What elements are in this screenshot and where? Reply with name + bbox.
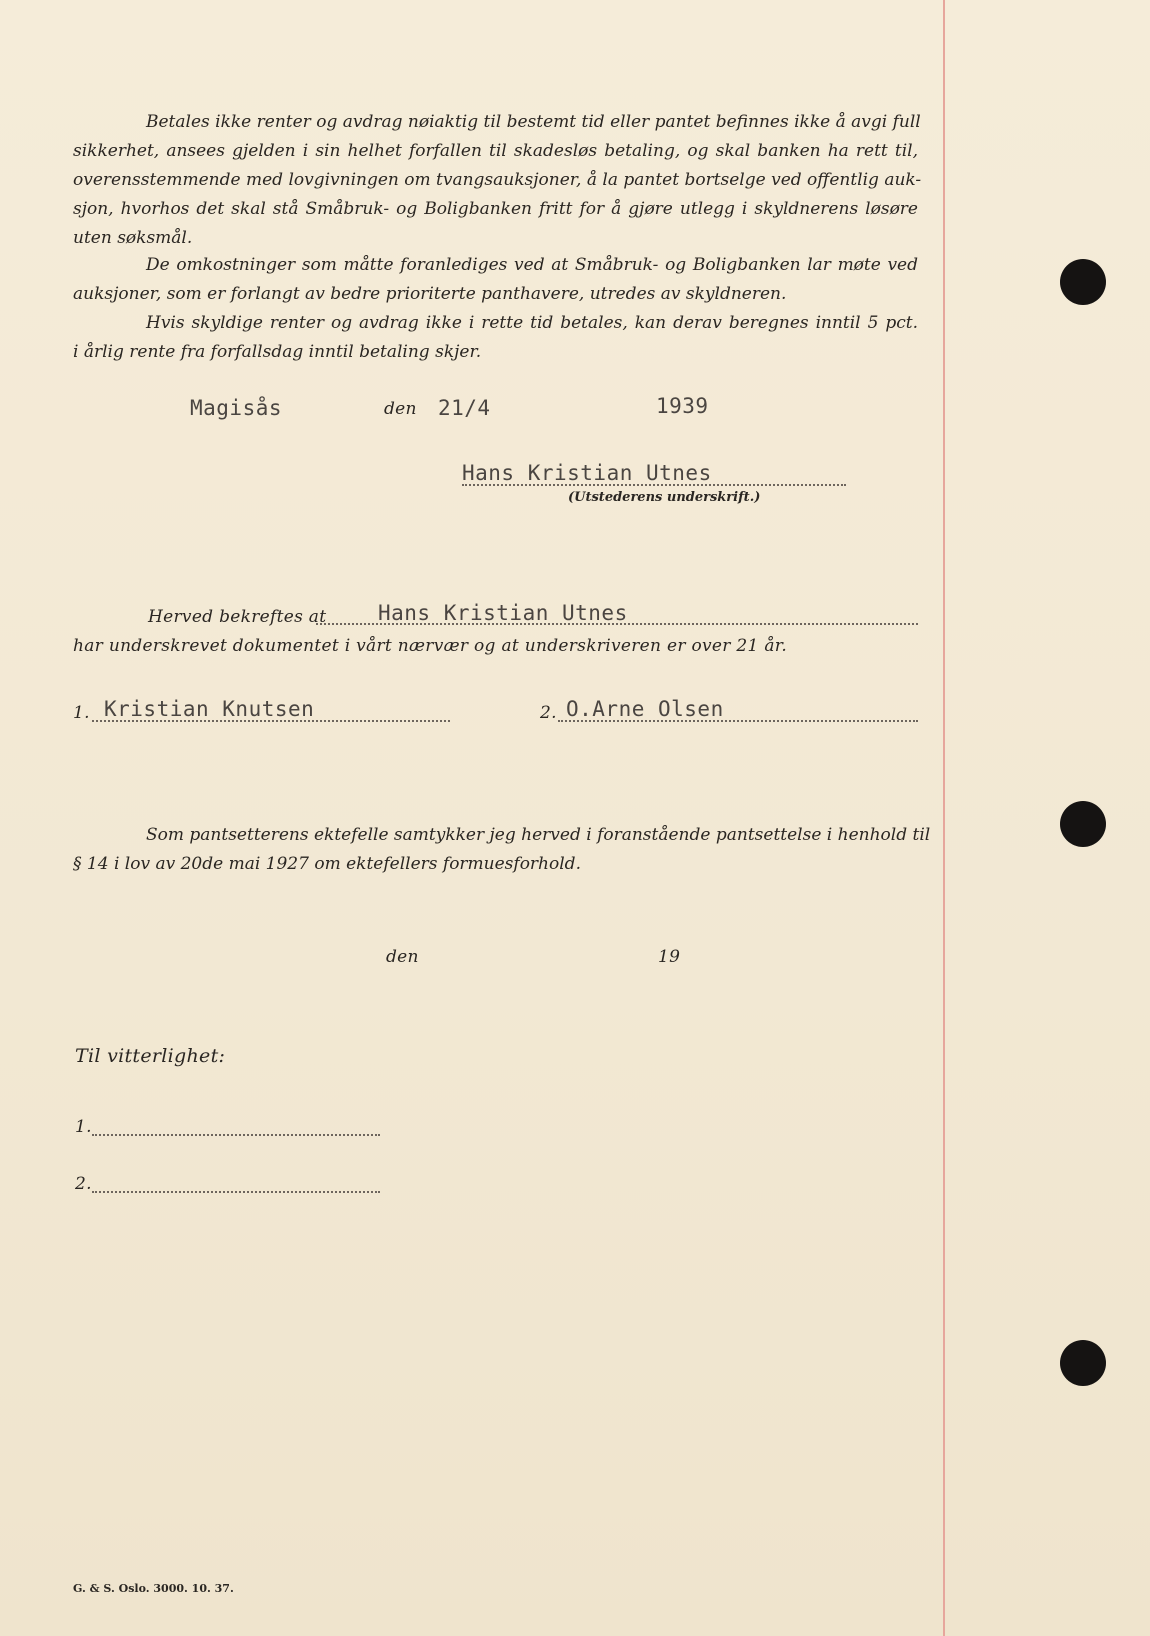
witness-2-name: O.Arne Olsen: [566, 697, 724, 721]
den-label: den: [384, 399, 417, 419]
text-line: Som pantsetterens ektefelle samtykker jeg herved i foranstående pantsettelse i henhold til: [146, 825, 931, 845]
attestation-line-2-number: 2.: [75, 1174, 92, 1194]
text-line: Betales ikke renter og avdrag nøiaktig til bestemt tid eller pantet befinnes ikke å avgi full: [146, 112, 921, 132]
text-line: De omkostninger som måtte foranlediges ved at Småbruk- og Boligbanken lar møte ved: [146, 255, 918, 275]
text-line: i årlig rente fra forfallsdag inntil betaling skjer.: [73, 342, 482, 362]
paragraph-default-terms: [73, 108, 922, 253]
text-line: sikkerhet, ansees gjelden i sin helhet forfallen til skadesløs betaling, og skal banken ha rett til,: [73, 141, 918, 161]
text-line: Hvis skyldige renter og avdrag ikke i rette tid betales, kan derav beregnes inntil 5 pct.: [146, 313, 918, 333]
confirmation-statement: har underskrevet dokumentet i vårt nærvær og at underskriveren er over 21 år.: [73, 636, 788, 656]
attestation-line-1: [92, 1134, 380, 1136]
text-line: uten søksmål.: [73, 228, 193, 248]
attestation-line-1-number: 1.: [75, 1117, 92, 1137]
witness-1-line: [92, 720, 450, 722]
text-line: overensstemmende med lovgivningen om tvangsauksjoner, å la pantet bortselge ved offentlig auk-: [73, 170, 922, 190]
year-value: 1939: [656, 394, 709, 418]
punch-hole-middle: [1060, 801, 1106, 847]
date-value: 21/4: [438, 396, 491, 420]
witness-2-line: [558, 720, 918, 722]
printer-imprint: G. & S. Oslo. 3000. 10. 37.: [73, 1582, 234, 1595]
paragraph-spouse-consent: [73, 821, 931, 879]
year-prefix-blank: 19: [658, 947, 681, 967]
text-line: § 14 i lov av 20de mai 1927 om ektefellers formuesforhold.: [73, 854, 581, 874]
den-label-blank: den: [386, 947, 419, 967]
confirmation-label: Herved bekreftes at: [148, 607, 327, 627]
punch-hole-top: [1060, 259, 1106, 305]
witness-1-name: Kristian Knutsen: [104, 697, 315, 721]
text-line: sjon, hvorhos det skal stå Småbruk- og Boligbanken fritt for å gjøre utlegg i skyldnerens løsøre: [73, 199, 918, 219]
paragraph-costs: [73, 251, 918, 309]
issuer-signature-name: Hans Kristian Utnes: [462, 461, 712, 485]
punch-hole-bottom: [1060, 1340, 1106, 1386]
witness-1-number: 1.: [73, 703, 90, 723]
margin-line: [943, 0, 945, 1636]
text-line: auksjoner, som er forlangt av bedre prioriterte panthavere, utredes av skyldneren.: [73, 284, 787, 304]
issuer-signature-caption: (Utstederens underskrift.): [568, 490, 761, 505]
issuer-signature-line: [462, 484, 846, 486]
confirmation-line: [316, 623, 918, 625]
witness-2-number: 2.: [540, 703, 557, 723]
paragraph-interest: [73, 309, 918, 367]
place-name: Magisås: [190, 396, 283, 420]
confirmation-name: Hans Kristian Utnes: [378, 601, 628, 625]
attestation-label: Til vitterlighet:: [75, 1045, 226, 1067]
attestation-line-2: [92, 1191, 380, 1193]
